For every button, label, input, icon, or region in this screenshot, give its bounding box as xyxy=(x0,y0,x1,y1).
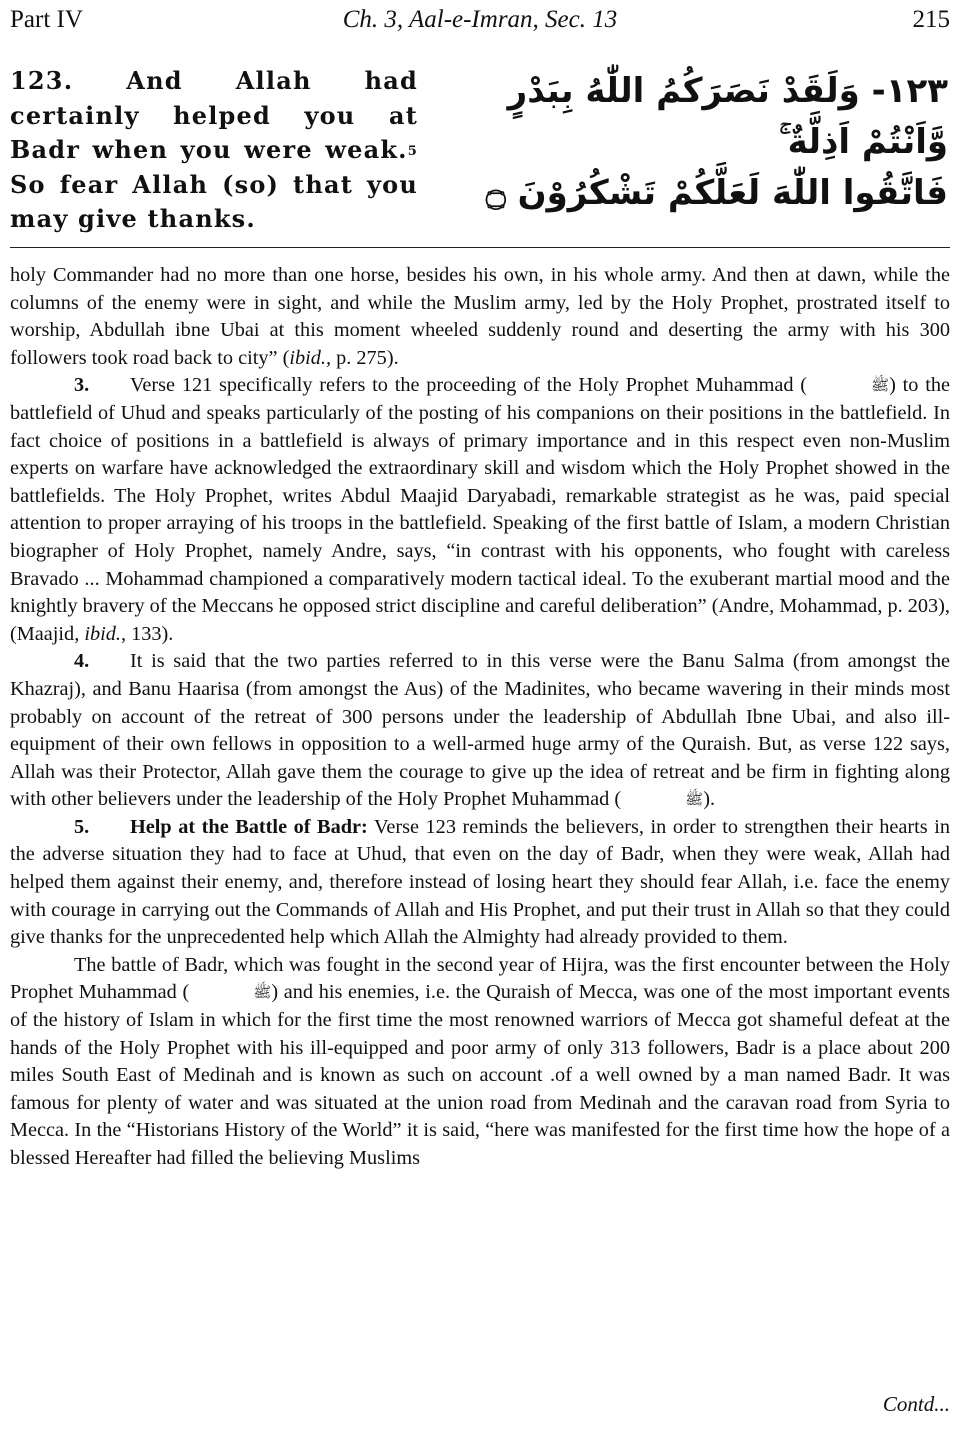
commentary xyxy=(10,262,950,1173)
arabic-line-1: ١٢٣- وَلَقَدْ نَصَرَكُمُ اللّٰهُ بِبَدْرٍ xyxy=(507,71,948,111)
section-divider xyxy=(10,247,950,248)
note-3 xyxy=(10,372,950,648)
pbuh-glyph: ﷺ xyxy=(685,790,704,809)
part-label: Part IV xyxy=(10,6,83,33)
paragraph-text: 133). xyxy=(126,622,174,645)
paragraph-text: It is said that the two parties referred to in this verse were the Banu Salma (from amongst the Khazraj), and Banu Haarisa (from amongst the Aus) of the Madinites, who became wavering in their minds most probably on account of the retreat of 300 persons under the leadership of Abdullah Ibne Ubai, and also ill-equipment of their own fellows in opposition to a well-armed huge army of the Quraish. But, as verse 122 says, Allah was their Protector, Allah gave them the courage to give up the idea of retreat and be firm in fighting along with other believers under the leadership of the Holy Prophet Muhammad ( xyxy=(10,650,950,811)
arabic-verse xyxy=(468,66,948,219)
paragraph-text: ). xyxy=(703,788,716,811)
note-number: 5. xyxy=(74,815,90,838)
paragraph-text: holy Commander had no more than one horse, besides his own, in his whole army. And then at dawn, while the columns of the enemy were in sight, and while the Muslim army, led by the Holy Prophet, prostrated itself to worship, Abdullah ibne Ubai at this moment wheeled suddenly round and deserting the army with his 300 followers took road back to city” ( xyxy=(10,264,950,369)
chapter-title: Ch. 3, Aal-e-Imran, Sec. 13 xyxy=(342,6,618,33)
note-heading: Help at the Battle of Badr: xyxy=(130,815,368,838)
note-5 xyxy=(10,814,950,952)
note-number: 4. xyxy=(74,650,90,673)
note-4 xyxy=(10,648,950,814)
citation-ibid: ibid., xyxy=(84,622,127,645)
badr-paragraph xyxy=(10,952,950,1173)
note-number: 3. xyxy=(74,374,90,397)
page-number: 215 xyxy=(912,6,950,33)
paragraph-text: p. 275). xyxy=(331,346,399,369)
paragraph-text: Verse 121 specifically refers to the proceeding of the Holy Prophet Muhammad ( xyxy=(130,374,808,397)
paragraph-text: The battle of Badr, which was fought in the second year of Hijra, was the first encounter between the Holy Prophet Muhammad ( xyxy=(10,953,950,1004)
pbuh-glyph: ﷺ xyxy=(253,983,272,1002)
pbuh-glyph: ﷺ xyxy=(871,376,890,395)
paragraph-text: ) and his enemies, i.e. the Quraish of Mecca, was one of the most important events of the history of Islam in which for the first time the most renowned warriors of Mecca got shameful defeat at the hands of the Holy Prophet with his ill-equipped and poor army of only 313 followers, Badr is a place about 200 miles South East of Medinah and is known as such on account .of a well owned by a man named Badr. It was famous for plenty of water and was situated at the union road from Medinah and the caravan road from Syria to Mecca. In the “Historians History of the World” it is said, “here was manifested for the first time how the hope of a blessed Hereafter had filled the believing Muslims xyxy=(10,981,950,1169)
verse-translation xyxy=(10,64,418,237)
verse-text-b: So fear Allah (so) that you may give thanks. xyxy=(10,169,418,233)
book-page xyxy=(10,0,950,1430)
arabic-line-3: فَاتَّقُوا اللّٰهَ لَعَلَّكُمْ تَشْكُرُوْنَ ۝ xyxy=(485,173,948,213)
verse-text-a: And Allah had certainly helped you at Badr when you were weak. xyxy=(10,66,418,164)
paragraph-text: ) to the battlefield of Uhud and speaks particularly of the posting of his companions on their positions in the battlefield. In fact choice of positions in a battlefield is always of primary importance and in this respect even non-Muslim experts on warfare have acknowledged the extraordinary skill and wisdom which the Holy Prophet showed in the battlefields. The Holy Prophet, writes Abdul Maajid Daryabadi, remarkable strategist as he was, paid special attention to proper arraying of his troops in the battlefield. Speaking of the first battle of Islam, a modern Christian biographer of Holy Prophet, namely Andre, says, “in contrast with his opponents, who fought with careless Bravado ... Mohammad championed a comparatively modern tactical ideal. To the exuberant martial mood and the knightly bravery of the Meccans he opposed strict discipline and careful deliberation” (Andre, Mohammad, p. 203), (Maajid, xyxy=(10,374,950,645)
paragraph-text: Verse 123 reminds the believers, in order to strengthen their hearts in the adverse situation they had to face at Uhud, that even on the day of Badr, when they were weak, Allah had helped them against their enemy, and, therefore instead of losing heart they should fear Allah, i.e. face the enemy with courage in carrying out the Commands of Allah and His Prophet, and put their trust in Allah so that they could give thanks for the unprecedented help which Allah the Almighty had already provided to them. xyxy=(10,815,950,949)
continued-paragraph xyxy=(10,262,950,372)
arabic-line-2: وَّاَنْتُمْ اَذِلَّةٌ ۚ xyxy=(779,122,948,162)
verse-number: 123. xyxy=(10,66,74,95)
continued-marker: Contd... xyxy=(882,1392,950,1416)
citation-ibid: ibid., xyxy=(289,346,332,369)
footnote-reference: 5 xyxy=(407,144,418,159)
running-header xyxy=(10,4,950,36)
